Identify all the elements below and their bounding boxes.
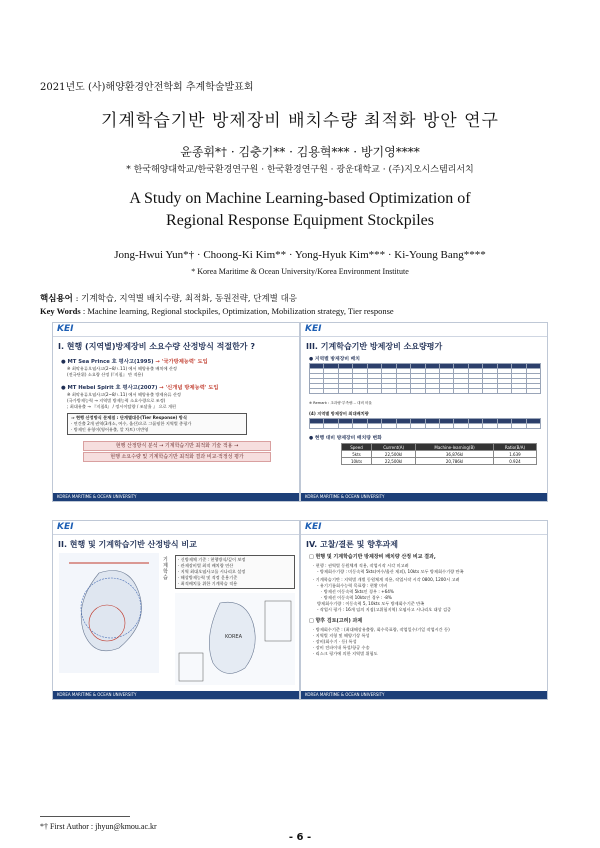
slide-title: III. 기계학습기반 방제장비 소요량평가	[306, 342, 443, 351]
result-heading: □ 현행 및 기계학습기반 방제장비 배치량 산정 비교 결과,	[309, 554, 436, 560]
panel-label: 기계학습	[163, 557, 168, 581]
slide-footer: KOREA MARITIME & OCEAN UNIVERSITY	[53, 493, 299, 501]
slide-1	[52, 322, 300, 502]
slide-header	[301, 521, 547, 535]
page-number: - 6 -	[288, 832, 312, 843]
bullet-sea-prince: ● MT Sea Prince 호 평사고(1995) → '국가방제능력' 도입	[61, 359, 208, 365]
korean-title: 기계학습기반 방제장비 배치수량 최적화 방안 연구	[101, 111, 499, 131]
slide-footer: KOREA MARITIME & OCEAN UNIVERSITY	[53, 691, 299, 699]
slide-header	[301, 323, 547, 337]
text-line: - 작업시 평가 : 16개 임의 지점(고위험지역) 오염사고 시나리오 대상 검증	[317, 607, 452, 612]
slide-header	[53, 521, 299, 535]
kei-logo: KEI	[305, 522, 322, 532]
text-line: ※ 최악유류오염사고(2~8/ㄴ11) 에서 해양유출 배치에 산정	[67, 366, 177, 371]
slide-2	[300, 322, 548, 502]
kei-logo: KEI	[57, 522, 74, 532]
slide-title: I. 현행 (지역별)방제장비 소요수량 산정방식 적절한가 ?	[58, 342, 255, 351]
footnote-divider	[40, 816, 130, 817]
svg-text:KOREA: KOREA	[225, 634, 242, 640]
text-line: · 방제회수기준 : (최대해상유출량, 회수목표량, 작업일수/기일 작업시간 등)	[313, 627, 450, 632]
text-line: ; 최대유출 → 『지침4』 / 정시이탈량 / 조달율 』 으로 개편	[67, 404, 177, 409]
keywords-korean-label: 핵심용어	[40, 294, 73, 304]
text-line: · 현행 : 권역별 동원체계 적용, 작업시작 시각 미고려	[313, 563, 409, 568]
bullet-hebei-spirit: ● MT Hebei Spirit 호 평사고(2007) → '신개념 방제능력' 도입	[61, 385, 219, 391]
slide-footer: KOREA MARITIME & OCEAN UNIVERSITY	[301, 691, 547, 699]
text-line: · 지역별 지형 및 해양기상 특성	[313, 633, 370, 638]
footnote: *† First Author : jhyun@kmou.ac.kr	[40, 822, 157, 831]
remark-note: ※ Remark : 초과량·부족량... 대비 비율	[309, 401, 373, 405]
summary-bar-2: 현행 소요수량 및 기계학습기반 최적화 결과 비교·적정성 평가	[83, 452, 271, 462]
text-line: · 리스크 평가에 의한 지역별 위험도	[313, 651, 378, 656]
kei-logo: KEI	[57, 324, 74, 334]
english-affiliations: * Korea Maritime & Ocean University/Korea Environment Institute	[191, 267, 409, 276]
text-line: (국가방제능력 → 지역별 방제능력 소요수량으로 조정)	[67, 398, 166, 403]
subsection-label: (4) 지역별 방제장비 최대배치량	[309, 411, 369, 416]
slide-3	[52, 520, 300, 700]
slide-4	[300, 520, 548, 700]
text-line: ※ 최악유류오염사고(2~8/ㄴ11) 에서 해양유출 방제유류 산정	[67, 392, 181, 397]
text-line: · 장비(회수기 · 등) 특성	[313, 639, 357, 644]
text-line: · 기계학습기반 : 지역별 개별 동원체계 적용, 작업시작 시각 0800, 1200시 고려	[313, 577, 460, 582]
stockpile-table	[309, 363, 541, 394]
subsection-label: ● 지역별 방제장비 배치	[309, 357, 360, 362]
legend-box: · 신방제체 기준 : 현행방식/깊이 보정 · 관제장비별 최적 배치량 연산 · 지역 최대오염사고를 시나리오 설정 · 해상방제능력 및 적정 운용기준 · 최적배치를 위한 기계학습 적용	[175, 555, 295, 589]
summary-bar-1: 현행 산정방식 분석 → 기계학습기반 최적화 기술 적용 →	[83, 441, 271, 451]
keywords-english-text: : Machine learning, Regional stockpiles, Optimization, Mobilization strategy, Tier response	[82, 306, 394, 316]
korean-affiliations: * 한국해양대학교/한국환경연구원 · 한국환경연구원 · 광운대학교 · (주)지오시스템리서치	[126, 165, 474, 175]
keywords-korean	[40, 292, 297, 304]
max-stockpile-table	[309, 418, 541, 429]
english-authors: Jong-Hwui Yun*† · Choong-Ki Kim** · Yong-Hyuk Kim*** · Ki-Young Bang****	[114, 249, 486, 261]
slide-title: II. 현행 및 기계학습기반 산정방식 비교	[58, 540, 197, 549]
subsection-label: ● 현행 대비 방제장비 배치량 변화	[309, 436, 382, 441]
keywords-english	[40, 306, 394, 316]
kei-logo: KEI	[305, 324, 322, 334]
current-method-map	[59, 553, 159, 673]
text-line: - 유기기름회수능력 목표량 : 현황 미비	[317, 583, 388, 588]
text-line: · 장비 전파이내 특성/항공 수송	[313, 645, 370, 650]
korean-authors: 윤종휘*† · 김충기** · 김용혁*** · 방기영****	[180, 145, 420, 159]
problem-box: ⇒ 현행 산정방식 문제점 : 단계별대응(Tier Response) 방식 · 연간출 2개 권역(3개소, 여수, 울산)으로 그룹핑한 지역별 총평가 · 방제인 유형이(영어유출, 알 차트) 미반영	[67, 413, 247, 435]
english-title-line1: A Study on Machine Learning-based Optimization of	[129, 190, 471, 207]
keywords-english-label: Key Words	[40, 306, 81, 316]
slide-header	[53, 323, 299, 337]
keywords-korean-text: : 기계학습, 지역별 배치수량, 최적화, 동원전략, 단계별 대응	[75, 294, 298, 304]
english-title-line2: Regional Response Equipment Stockpiles	[166, 212, 434, 229]
text-line: (전국단위) 소요량 산정 (『지침』 만 적용)	[67, 372, 144, 377]
future-heading: □ 향후 검토(고려) 과제	[309, 618, 363, 624]
text-line: - 방제회수기량 : 미동속력 5kts(여수/울산 제외), 10kts 모두 방제회수기량 만족	[317, 569, 464, 574]
text-line: 방제회수기량 : 이동속력 5, 10kts 모두 방제회수기준 만족	[317, 601, 425, 606]
comparison-table: Speed Current(A) Machine-learning(B) Ratio(B/A) 5kts 22,500kl 36,876kl 1.639 10kts 22,500kl 20,786kl 0.924	[341, 443, 537, 465]
text-line: · 방제선 이동속력 10kts인 경우 : -8%	[321, 595, 392, 600]
slide-footer: KOREA MARITIME & OCEAN UNIVERSITY	[301, 493, 547, 501]
text-line: · 방제선 이동속력 5kts인 경우 : +64%	[321, 589, 394, 594]
slide-title: IV. 고찰/결론 및 향후과제	[306, 540, 399, 549]
conference-header: 2021년도 (사)해양환경안전학회 추계학술발표회	[40, 82, 254, 93]
ml-method-map	[175, 593, 295, 685]
